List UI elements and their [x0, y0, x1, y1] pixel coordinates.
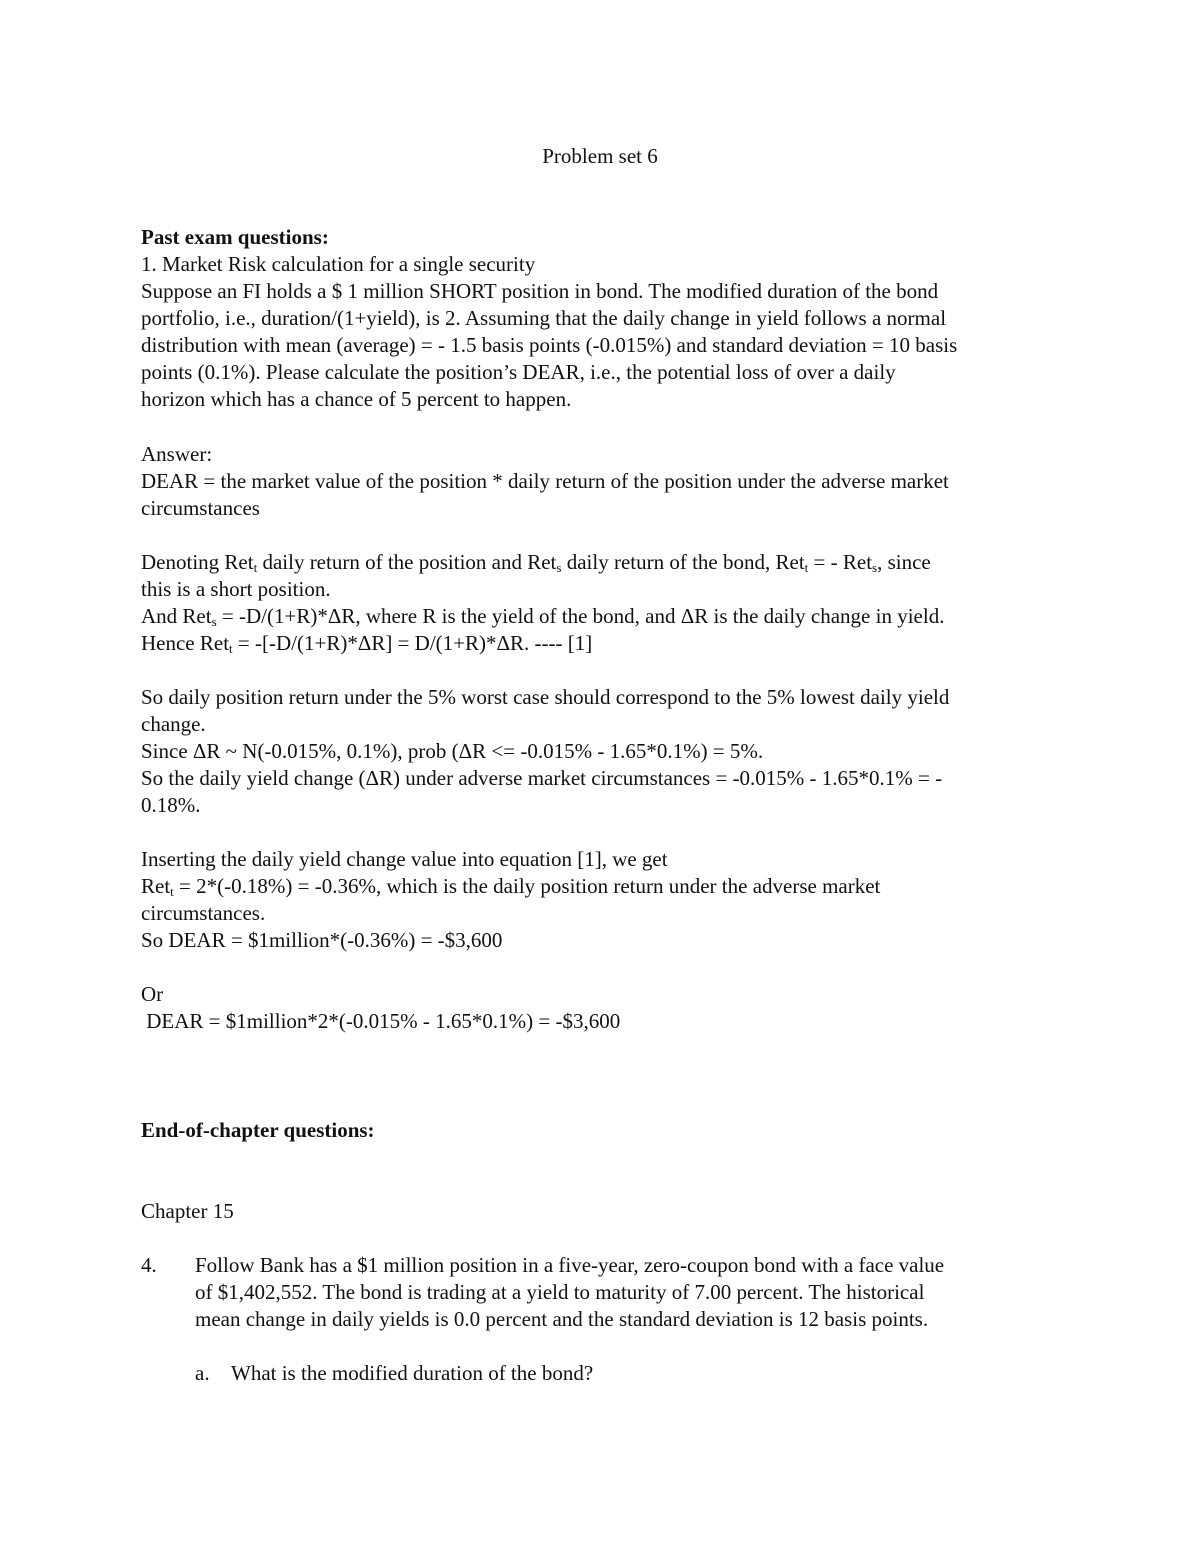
question-line: points (0.1%). Please calculate the position’s DEAR, i.e., the potential loss of over a daily — [141, 360, 896, 384]
text-run: = - Ret — [808, 550, 873, 574]
denote-line-1 — [141, 549, 931, 576]
text-run: Denoting Ret — [141, 550, 254, 574]
subscript: t — [229, 641, 233, 656]
text-run: = -D/(1+R)*ΔR, where R is the yield of the bond, and ΔR is the daily change in yield. — [216, 604, 945, 628]
question-line: Suppose an FI holds a $ 1 million SHORT position in bond. The modified duration of the bond — [141, 279, 939, 303]
subscript: s — [556, 560, 562, 575]
denote-line-3 — [141, 603, 944, 630]
subscript: t — [170, 884, 174, 899]
text-run: = -[-D/(1+R)*ΔR] = D/(1+R)*ΔR. ---- [1] — [232, 631, 593, 655]
insert-line-4: So DEAR = $1million*(-0.36%) = -$3,600 — [141, 928, 503, 952]
question-4-line: of $1,402,552. The bond is trading at a yield to maturity of 7.00 percent. The historical — [195, 1280, 925, 1304]
denote-line-4 — [141, 630, 592, 657]
worst-case-line: So the daily yield change (ΔR) under adverse market circumstances = -0.015% - 1.65*0.1% = - — [141, 766, 943, 790]
subscript: s — [211, 614, 217, 629]
subscript: s — [872, 560, 878, 575]
question-4-line: Follow Bank has a $1 million position in a five-year, zero-coupon bond with a face value — [195, 1253, 945, 1277]
answer-line: circumstances — [141, 496, 260, 520]
or-label: Or — [141, 982, 164, 1006]
denote-line-2: this is a short position. — [141, 577, 331, 601]
worst-case-line: change. — [141, 712, 206, 736]
insert-line-3: circumstances. — [141, 901, 266, 925]
part-a-text: What is the modified duration of the bond? — [231, 1361, 594, 1385]
text-run: daily return of the bond, Ret — [561, 550, 805, 574]
or-formula: DEAR = $1million*2*(-0.015% - 1.65*0.1%) = -$3,600 — [141, 1009, 621, 1033]
question-4-number: 4. — [141, 1253, 157, 1277]
question-line: portfolio, i.e., duration/(1+yield), is 2. Assuming that the daily change in yield follows a normal — [141, 306, 947, 330]
answer-line: DEAR = the market value of the position * daily return of the position under the adverse market — [141, 469, 949, 493]
text-run: And Ret — [141, 604, 212, 628]
text-run: = 2*(-0.18%) = -0.36%, which is the daily position return under the adverse market — [173, 874, 881, 898]
insert-line-2 — [141, 873, 880, 900]
insert-line-1: Inserting the daily yield change value into equation [1], we get — [141, 847, 668, 871]
past-exam-heading: Past exam questions: — [141, 225, 329, 249]
text-run: , since — [877, 550, 931, 574]
part-a-marker: a. — [195, 1361, 210, 1385]
worst-case-line: 0.18%. — [141, 793, 201, 817]
page-title: Problem set 6 — [542, 144, 658, 168]
subscript: t — [804, 560, 809, 575]
text-run: Ret — [141, 874, 171, 898]
question-line: horizon which has a chance of 5 percent to happen. — [141, 387, 572, 411]
question-line: distribution with mean (average) = - 1.5 basis points (-0.015%) and standard deviation = 10 basis — [141, 333, 958, 357]
subscript: t — [253, 560, 258, 575]
text-run: Hence Ret — [141, 631, 230, 655]
answer-label: Answer: — [141, 442, 213, 466]
chapter-label: Chapter 15 — [141, 1199, 234, 1223]
text-run: daily return of the position and Ret — [257, 550, 557, 574]
worst-case-line: Since ΔR ~ N(-0.015%, 0.1%), prob (ΔR <= -0.015% - 1.65*0.1%) = 5%. — [141, 739, 764, 763]
question-4-line: mean change in daily yields is 0.0 percent and the standard deviation is 12 basis points. — [195, 1307, 929, 1331]
question-1-title: 1. Market Risk calculation for a single security — [141, 252, 536, 276]
end-of-chapter-heading: End-of-chapter questions: — [141, 1118, 375, 1142]
worst-case-line: So daily position return under the 5% worst case should correspond to the 5% lowest daily yield — [141, 685, 950, 709]
